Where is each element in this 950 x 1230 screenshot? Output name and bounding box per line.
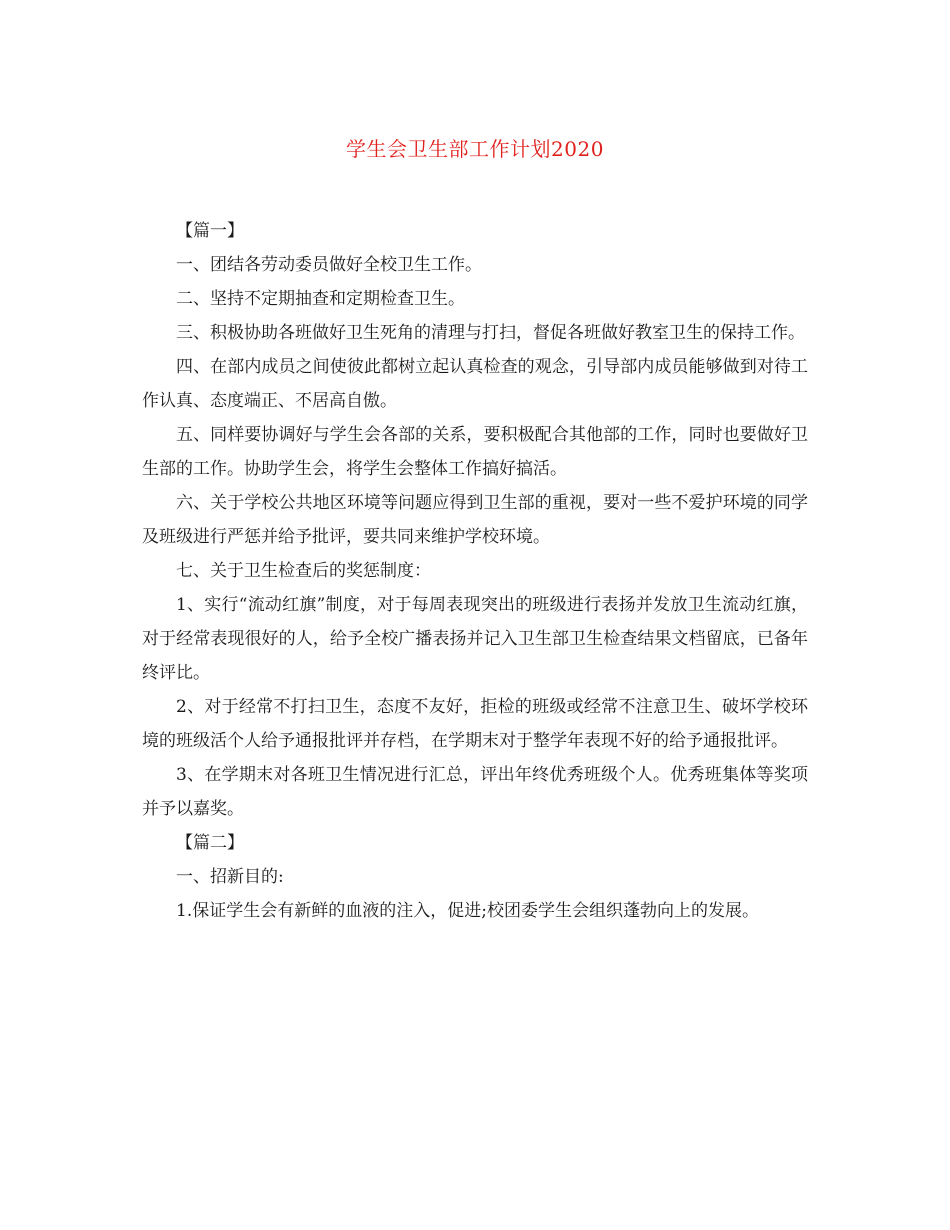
paragraph-subitem-4: 1.保证学生会有新鲜的血液的注入，促进;校团委学生会组织蓬勃向上的发展。: [176, 901, 759, 921]
paragraph-subitem-3: 3、在学期末对各班卫生情况进行汇总，评出年终优秀班级个人。优秀班集体等奖项并予以嘉奖。: [142, 765, 808, 819]
section-heading-2: 【篇二】: [176, 833, 244, 853]
document-title: 学生会卫生部工作计划2020: [346, 137, 604, 161]
paragraph-item-7: 七、关于卫生检查后的奖惩制度：: [176, 561, 431, 581]
section-heading-1: 【篇一】: [176, 221, 244, 241]
paragraph-subitem-2: 2、对于经常不打扫卫生，态度不友好，拒检的班级或经常不注意卫生、破坏学校环境的班级活个人给予通报批评并存档，在学期末对于整学年表现不好的给予通报批评。: [142, 697, 808, 751]
paragraph-item-4: 四、在部内成员之间使彼此都树立起认真检查的观念，引导部内成员能够做到对待工作认真、态度端正、不居高自傲。: [142, 357, 808, 411]
paragraph-item-8: 一、招新目的:: [176, 867, 284, 887]
document-body: [142, 214, 808, 928]
paragraph-item-6: 六、关于学校公共地区环境等问题应得到卫生部的重视，要对一些不爱护环境的同学及班级进行严惩并给予批评，要共同来维护学校环境。: [142, 493, 808, 547]
paragraph-subitem-1: 1、实行“流动红旗”制度，对于每周表现突出的班级进行表扬并发放卫生流动红旗，对于经常表现很好的人，给予全校广播表扬并记入卫生部卫生检查结果文档留底，已备年终评比。: [142, 595, 808, 683]
paragraph-item-1: 一、团结各劳动委员做好全校卫生工作。: [176, 255, 482, 275]
paragraph-item-2: 二、坚持不定期抽查和定期检查卫生。: [176, 289, 465, 309]
paragraph-item-3: 三、积极协助各班做好卫生死角的清理与打扫，督促各班做好教室卫生的保持工作。: [176, 323, 805, 343]
paragraph-item-5: 五、同样要协调好与学生会各部的关系，要积极配合其他部的工作，同时也要做好卫生部的工作。协助学生会，将学生会整体工作搞好搞活。: [142, 425, 808, 479]
